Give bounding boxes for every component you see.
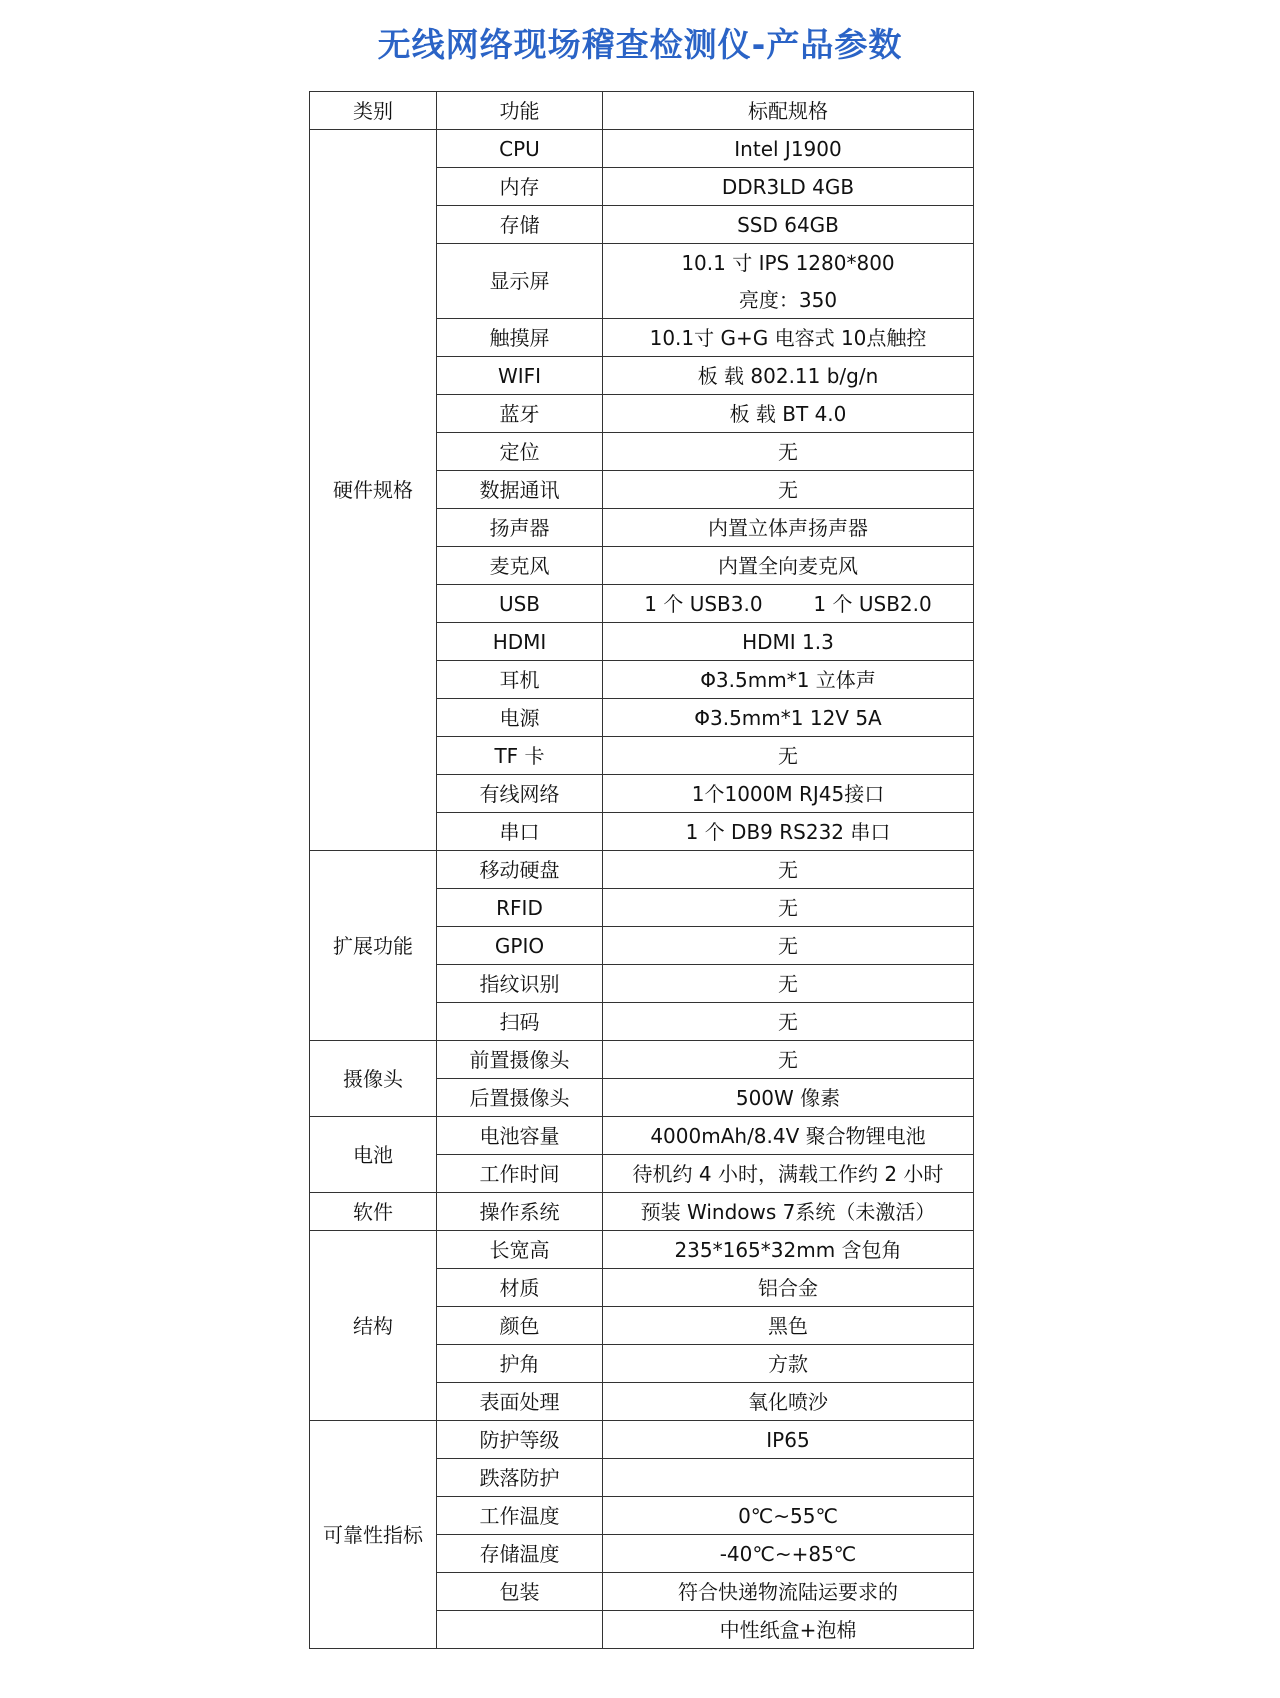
function-cell: 颜色 (437, 1307, 603, 1345)
spec-cell: 500W 像素 (603, 1079, 974, 1117)
table-row (310, 130, 974, 168)
function-cell: 操作系统 (437, 1193, 603, 1231)
page-title: 无线网络现场稽查检测仪-产品参数 (377, 25, 903, 64)
function-cell: 存储 (437, 206, 603, 244)
category-cell: 结构 (310, 1231, 437, 1421)
spec-cell: 氧化喷沙 (603, 1383, 974, 1421)
function-cell: 串口 (437, 813, 603, 851)
spec-cell: 中性纸盒+泡棉 (603, 1611, 974, 1649)
function-cell: USB (437, 585, 603, 623)
function-cell (437, 1611, 603, 1649)
function-cell: 材质 (437, 1269, 603, 1307)
function-cell: TF 卡 (437, 737, 603, 775)
spec-cell: 无 (603, 433, 974, 471)
spec-cell: 0℃~55℃ (603, 1497, 974, 1535)
category-cell: 扩展功能 (310, 851, 437, 1041)
function-cell: 耳机 (437, 661, 603, 699)
function-cell: 数据通讯 (437, 471, 603, 509)
table-row (310, 1193, 974, 1231)
spec-cell: 符合快递物流陆运要求的 (603, 1573, 974, 1611)
spec-cell: 无 (603, 737, 974, 775)
function-cell: 包装 (437, 1573, 603, 1611)
spec-cell-line2: 亮度：350 (603, 281, 974, 319)
category-cell: 软件 (310, 1193, 437, 1231)
spec-cell: 235*165*32mm 含包角 (603, 1231, 974, 1269)
spec-cell: 无 (603, 851, 974, 889)
header-spec: 标配规格 (603, 92, 974, 130)
function-cell: 存储温度 (437, 1535, 603, 1573)
function-cell: 前置摄像头 (437, 1041, 603, 1079)
spec-cell: -40℃~+85℃ (603, 1535, 974, 1573)
spec-cell: 黑色 (603, 1307, 974, 1345)
spec-cell: HDMI 1.3 (603, 623, 974, 661)
function-cell: 长宽高 (437, 1231, 603, 1269)
table-row (310, 1231, 974, 1269)
spec-cell: 预装 Windows 7系统（未激活） (603, 1193, 974, 1231)
spec-cell: 4000mAh/8.4V 聚合物锂电池 (603, 1117, 974, 1155)
table-row (310, 851, 974, 889)
spec-cell: 无 (603, 965, 974, 1003)
function-cell: 扫码 (437, 1003, 603, 1041)
function-cell: 后置摄像头 (437, 1079, 603, 1117)
spec-table (309, 91, 974, 1649)
table-row (310, 1041, 974, 1079)
spec-cell: IP65 (603, 1421, 974, 1459)
function-cell: 触摸屏 (437, 319, 603, 357)
spec-cell: 1 个 DB9 RS232 串口 (603, 813, 974, 851)
spec-cell (603, 1459, 974, 1497)
table-header-row (310, 92, 974, 130)
spec-cell: Φ3.5mm*1 立体声 (603, 661, 974, 699)
spec-cell: 方款 (603, 1345, 974, 1383)
spec-cell: 待机约 4 小时，满载工作约 2 小时 (603, 1155, 974, 1193)
spec-cell: 无 (603, 889, 974, 927)
table-row (310, 1421, 974, 1459)
spec-cell: 无 (603, 1003, 974, 1041)
function-cell: 工作时间 (437, 1155, 603, 1193)
header-category: 类别 (310, 92, 437, 130)
function-cell: 有线网络 (437, 775, 603, 813)
spec-cell: 10.1 寸 IPS 1280*800 (603, 244, 974, 282)
spec-cell: 内置立体声扬声器 (603, 509, 974, 547)
function-cell: GPIO (437, 927, 603, 965)
function-cell: 电源 (437, 699, 603, 737)
spec-cell: 铝合金 (603, 1269, 974, 1307)
spec-cell: SSD 64GB (603, 206, 974, 244)
spec-cell: 无 (603, 471, 974, 509)
header-function: 功能 (437, 92, 603, 130)
spec-cell: 1 个 USB3.0 1 个 USB2.0 (603, 585, 974, 623)
function-cell: WIFI (437, 357, 603, 395)
function-cell: 跌落防护 (437, 1459, 603, 1497)
function-cell: 指纹识别 (437, 965, 603, 1003)
category-cell: 摄像头 (310, 1041, 437, 1117)
function-cell: CPU (437, 130, 603, 168)
spec-cell: 内置全向麦克风 (603, 547, 974, 585)
function-cell: 移动硬盘 (437, 851, 603, 889)
function-cell: 定位 (437, 433, 603, 471)
spec-cell: 1个1000M RJ45接口 (603, 775, 974, 813)
spec-cell: DDR3LD 4GB (603, 168, 974, 206)
function-cell: 表面处理 (437, 1383, 603, 1421)
spec-cell: 板 载 802.11 b/g/n (603, 357, 974, 395)
spec-cell: Φ3.5mm*1 12V 5A (603, 699, 974, 737)
category-cell: 电池 (310, 1117, 437, 1193)
spec-cell: Intel J1900 (603, 130, 974, 168)
spec-cell: 板 载 BT 4.0 (603, 395, 974, 433)
category-cell: 可靠性指标 (310, 1421, 437, 1649)
function-cell: 电池容量 (437, 1117, 603, 1155)
spec-cell: 无 (603, 1041, 974, 1079)
function-cell: 扬声器 (437, 509, 603, 547)
spec-cell: 10.1寸 G+G 电容式 10点触控 (603, 319, 974, 357)
function-cell: 工作温度 (437, 1497, 603, 1535)
function-cell: 内存 (437, 168, 603, 206)
function-cell: 防护等级 (437, 1421, 603, 1459)
function-cell: 麦克风 (437, 547, 603, 585)
spec-cell: 无 (603, 927, 974, 965)
category-cell: 硬件规格 (310, 130, 437, 851)
spec-table-body (310, 92, 974, 1649)
function-cell: RFID (437, 889, 603, 927)
function-cell: 显示屏 (437, 244, 603, 319)
table-row (310, 1117, 974, 1155)
function-cell: HDMI (437, 623, 603, 661)
function-cell: 护角 (437, 1345, 603, 1383)
function-cell: 蓝牙 (437, 395, 603, 433)
